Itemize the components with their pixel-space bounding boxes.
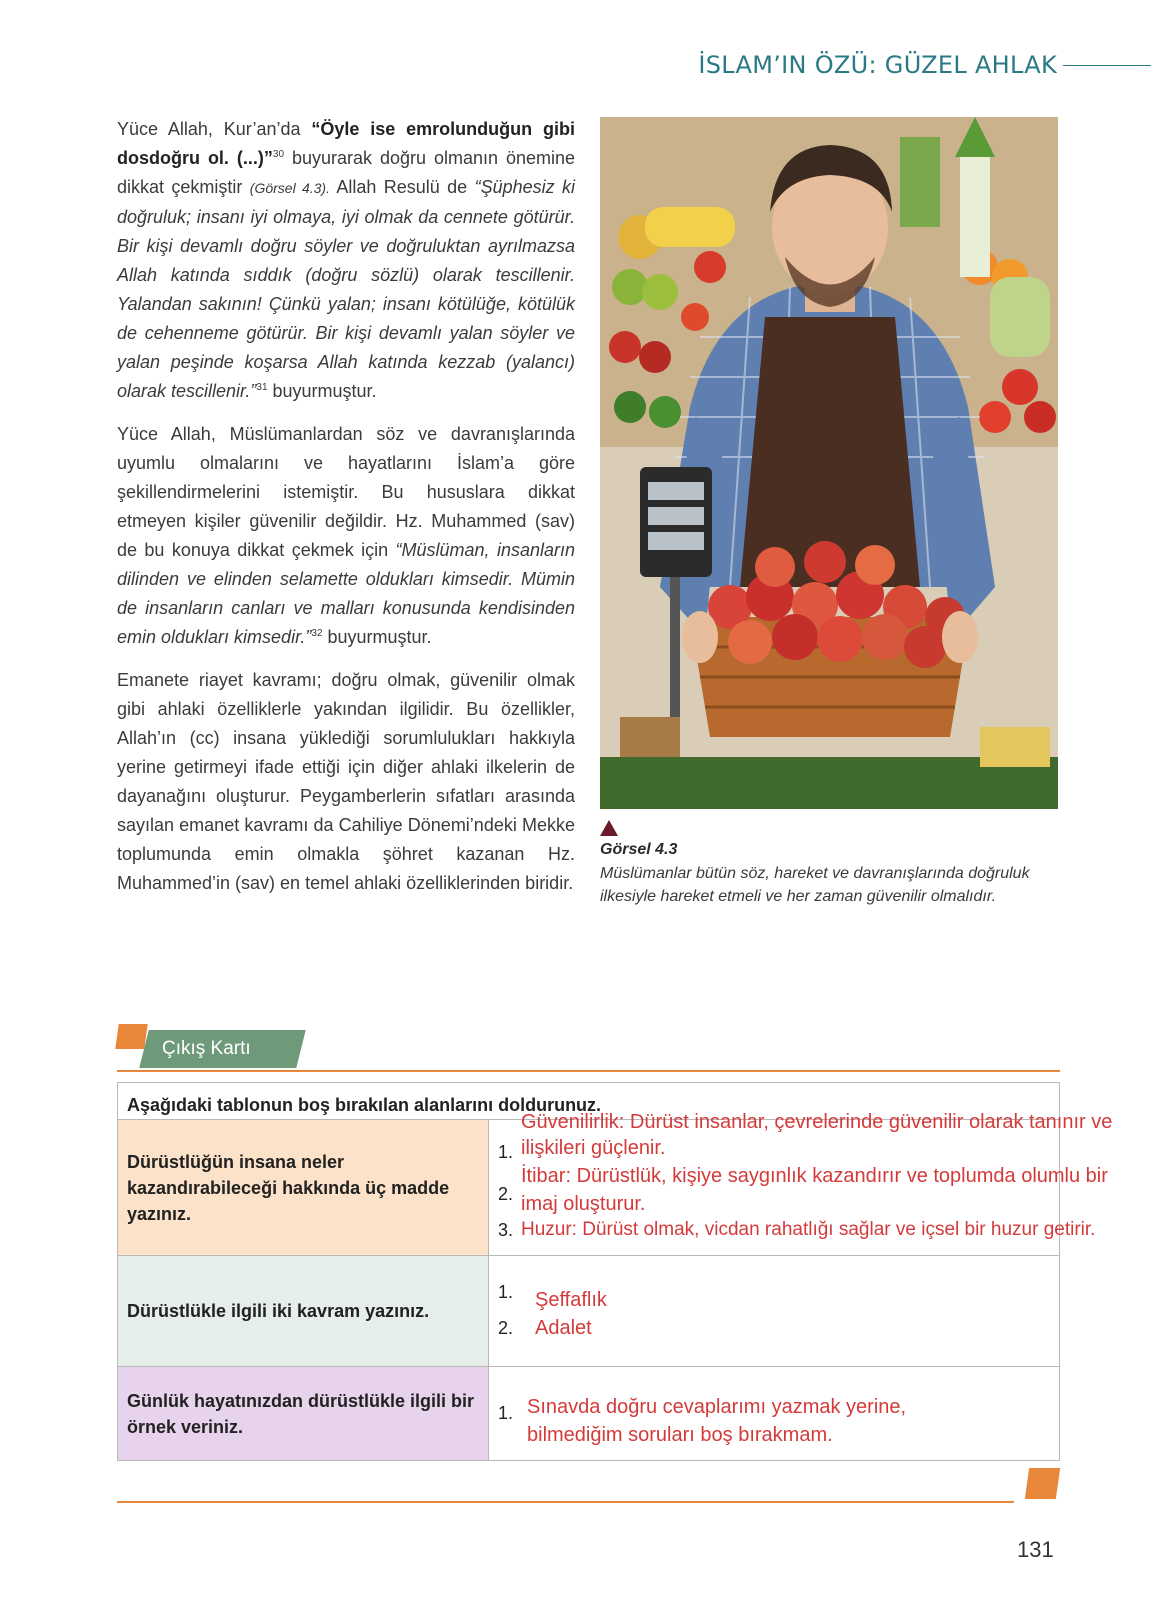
row-prompt: Günlük hayatınızdan dürüstlükle ilgili bir örnek veriniz. [118, 1367, 489, 1460]
header-rule [1063, 65, 1151, 66]
table-instruction: Aşağıdaki tablonun boş bırakılan alanlarını doldurunuz. [118, 1083, 1059, 1120]
paragraph-1 [117, 115, 575, 406]
item-number: 1. [498, 1142, 514, 1162]
p2-text-2: buyurmuştur. [322, 627, 432, 647]
paragraph-3: Emanete riayet kavramı; doğru olmak, güvenilir olmak gibi ahlaki özelliklerle yakından ilgilidir. Bu özellikler, Allah’ın (cc) insana yüklediği sorumlulukları hakkıyla yerine getirmeyi ifade ettiği için diğer ahlaki ilkelerin de dayanağını oluşturur. Peygamberlerin sıfatları arasında sayılan emanet kavramı da Cahiliye Dönemi’ndeki Mekke toplumunda emin olmakla şöhret kazanan Hz. Muhammed’in (sav) en temel ahlaki özelliklerinden biridir. [117, 670, 575, 893]
handwritten-answer: imaj oluşturur. [521, 1193, 646, 1215]
footnote-ref-32: 32 [311, 628, 323, 639]
handwritten-answer: bilmediğim soruları boş bırakmam. [527, 1424, 833, 1446]
item-number: 2. [498, 1318, 514, 1338]
handwritten-answer: Güvenilirlik: Dürüst insanlar, çevrelerinde güvenilir olarak tanınır ve [521, 1111, 1113, 1133]
item-number: 1. [498, 1403, 514, 1423]
running-header [698, 50, 1151, 80]
page-number: 131 [1017, 1537, 1054, 1562]
p1-text-4: buyurmuştur. [267, 381, 377, 401]
p1-text-2: buyurarak doğru olmanın önemine dikkat çekmiştir [117, 148, 575, 197]
caption-marker-icon [600, 820, 618, 836]
p1-quote-verse: “Öyle ise emrolunduğun gibi dosdoğru ol. (...)” [117, 119, 575, 168]
figure-caption: Müslümanlar bütün söz, hareket ve davranışlarında doğruluk ilkesiyle hareket etmeli ve her zaman güvenilir olmalıdır. [600, 865, 1030, 905]
footer-rule [117, 1501, 1014, 1503]
p2-hadith-quote: “Müslüman, insanların dilinden ve elinden selamette oldukları kimsedir. Mümin de insanların canları ve malları konusunda kendisinden emin oldukları kimsedir.” [117, 540, 576, 647]
handwritten-answer: Sınavda doğru cevaplarımı yazmak yerine, [527, 1396, 907, 1418]
figure-label: Görsel 4.3 [600, 841, 678, 858]
card-tab [139, 1030, 305, 1068]
footnote-ref-31: 31 [256, 382, 268, 393]
table-row [118, 1111, 1113, 1256]
p1-text-3: Allah Resulü de [329, 177, 475, 197]
answer-cell[interactable] [489, 1367, 1059, 1460]
card-rule [117, 1070, 1060, 1072]
card-accent-square [115, 1024, 148, 1049]
handwritten-answer: Adalet [535, 1317, 592, 1339]
p1-hadith-quote: “Şüphesiz ki doğruluk; insanı iyi olmaya, iyi olmak da cennete götürür. Bir kişi devamlı doğru söyler ve doğruluktan ayrılmazsa Allah katında sıddık (doğru sözlü) olarak tescillenir. Yalandan sakının! Çünkü yalan; insanı kötülüğe, kötülük de cehenneme götürür. Bir kişi devamlı yalan söyler ve yalan peşinde koşarsa Allah katında kezzab (yalancı) olarak tescillenir.” [117, 177, 575, 401]
grocer-illustration [600, 117, 1058, 809]
table-row [118, 1256, 1059, 1367]
p2-text: Yüce Allah, Müslümanlardan söz ve davranışlarında uyumlu olmalarını ve hayatlarını İslam’a göre şekillendirmelerini istemiştir. Bu hususlara dikkat etmeyen kişiler güvenilir değildir. Hz. Muhammed (sav) de bu konuya dikkat çekmek için [117, 424, 575, 560]
figure-ref: (Görsel 4.3). [249, 180, 330, 196]
item-number: 3. [498, 1220, 514, 1240]
chapter-title: İSLAM’IN ÖZÜ: GÜZEL AHLAK [698, 51, 1057, 79]
paragraph-2 [117, 420, 575, 652]
footer-accent-square [1025, 1468, 1060, 1499]
p1-text: Yüce Allah, Kur’an’da [117, 119, 312, 139]
table-row [118, 1367, 1059, 1460]
handwritten-answer: Şeffaflık [535, 1289, 607, 1311]
handwritten-answer: İtibar: Dürüstlük, kişiye saygınlık kazandırır ve toplumda olumlu bir [521, 1165, 1108, 1187]
item-number: 2. [498, 1184, 514, 1204]
figure-photo [600, 117, 1058, 809]
answer-cell[interactable] [489, 1256, 1059, 1366]
row-prompt: Dürüstlükle ilgili iki kavram yazınız. [118, 1256, 489, 1366]
handwritten-answer: ilişkileri güçlenir. [521, 1137, 666, 1159]
exit-card-table [117, 1082, 1113, 1461]
card-tab-label: Çıkış Kartı [162, 1038, 251, 1059]
body-text [117, 115, 575, 912]
footnote-ref-30: 30 [272, 149, 285, 160]
answer-cell[interactable] [489, 1111, 1113, 1255]
row-prompt: Dürüstlüğün insana neler kazandırabileceği hakkında üç madde yazınız. [118, 1120, 489, 1255]
item-number: 1. [498, 1282, 514, 1302]
handwritten-answer: Huzur: Dürüst olmak, vicdan rahatlığı sağlar ve içsel bir huzur getirir. [521, 1219, 1096, 1240]
